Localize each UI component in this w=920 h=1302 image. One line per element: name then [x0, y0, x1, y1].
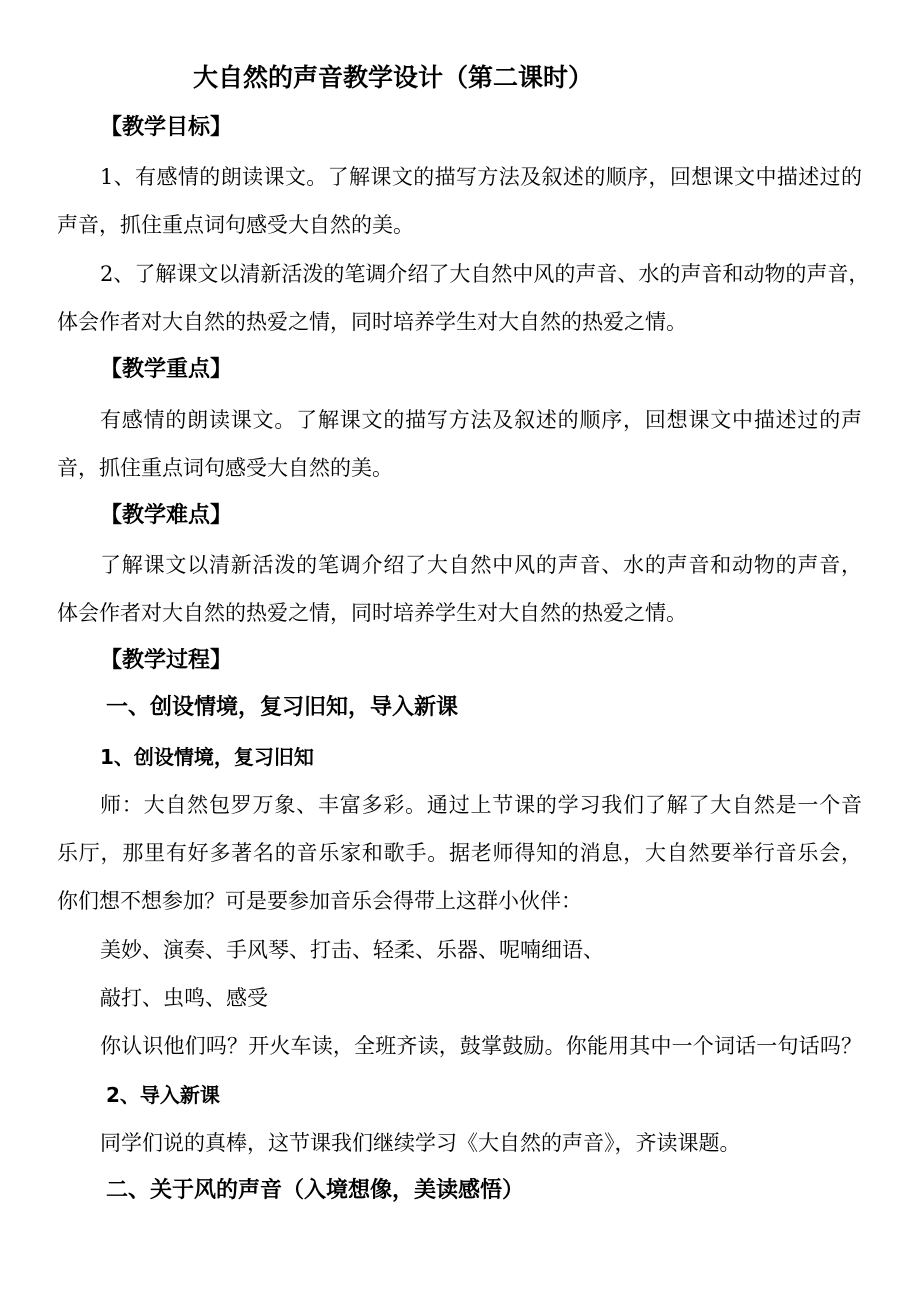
- subsection-1-para-line-1: 师：大自然包罗万象、丰富多彩。通过上节课的学习我们了解了大自然是一个音: [100, 793, 862, 817]
- objective-2-line-2: 体会作者对大自然的热爱之情，同时培养学生对大自然的热爱之情。: [57, 310, 687, 334]
- difficulties-line-2: 体会作者对大自然的热爱之情，同时培养学生对大自然的热爱之情。: [57, 601, 687, 625]
- key-points-line-2: 音，抓住重点词句感受大自然的美。: [57, 456, 393, 480]
- key-points-line-1: 有感情的朗读课文。了解课文的描写方法及叙述的顺序，回想课文中描述过的声: [100, 408, 862, 432]
- subsection-2-title: 2、导入新课: [106, 1083, 220, 1107]
- objective-1-line-2: 声音，抓住重点词句感受大自然的美。: [57, 213, 414, 237]
- key-points-heading: 【教学重点】: [100, 357, 233, 382]
- page-title: 大自然的声音教学设计（第二课时）: [193, 63, 594, 92]
- question-line: 你认识他们吗？开火车读，全班齐读，鼓掌鼓励。你能用其中一个词话一句话吗？: [100, 1034, 862, 1058]
- subsection-1-para-line-2: 乐厅，那里有好多著名的音乐家和歌手。据老师得知的消息，大自然要举行音乐会，: [57, 841, 862, 865]
- difficulties-line-1: 了解课文以清新活泼的笔调介绍了大自然中风的声音、水的声音和动物的声音，: [100, 553, 862, 577]
- objective-2-line-1: 2、了解课文以清新活泼的笔调介绍了大自然中风的声音、水的声音和动物的声音，: [100, 262, 870, 286]
- objective-1-line-1: 1、有感情的朗读课文。了解课文的描写方法及叙述的顺序，回想课文中描述过的: [100, 165, 862, 189]
- section-1-title: 一、创设情境，复习旧知，导入新课: [106, 695, 459, 720]
- vocabulary-line-1: 美妙、演奏、手风琴、打击、轻柔、乐器、呢喃细语、: [100, 938, 604, 962]
- difficulties-heading: 【教学难点】: [100, 503, 233, 528]
- section-2-title: 二、关于风的声音（入境想像，美读感悟）: [106, 1178, 525, 1203]
- objectives-heading: 【教学目标】: [100, 115, 233, 140]
- process-heading: 【教学过程】: [100, 648, 233, 673]
- subsection-2-para: 同学们说的真棒，这节课我们继续学习《大自然的声音》，齐读课题。: [100, 1131, 741, 1155]
- subsection-1-title: 1、创设情境，复习旧知: [100, 745, 314, 769]
- subsection-1-para-line-3: 你们想不想参加？可是要参加音乐会得带上这群小伙伴：: [57, 889, 582, 913]
- vocabulary-line-2: 敲打、虫鸣、感受: [100, 986, 268, 1010]
